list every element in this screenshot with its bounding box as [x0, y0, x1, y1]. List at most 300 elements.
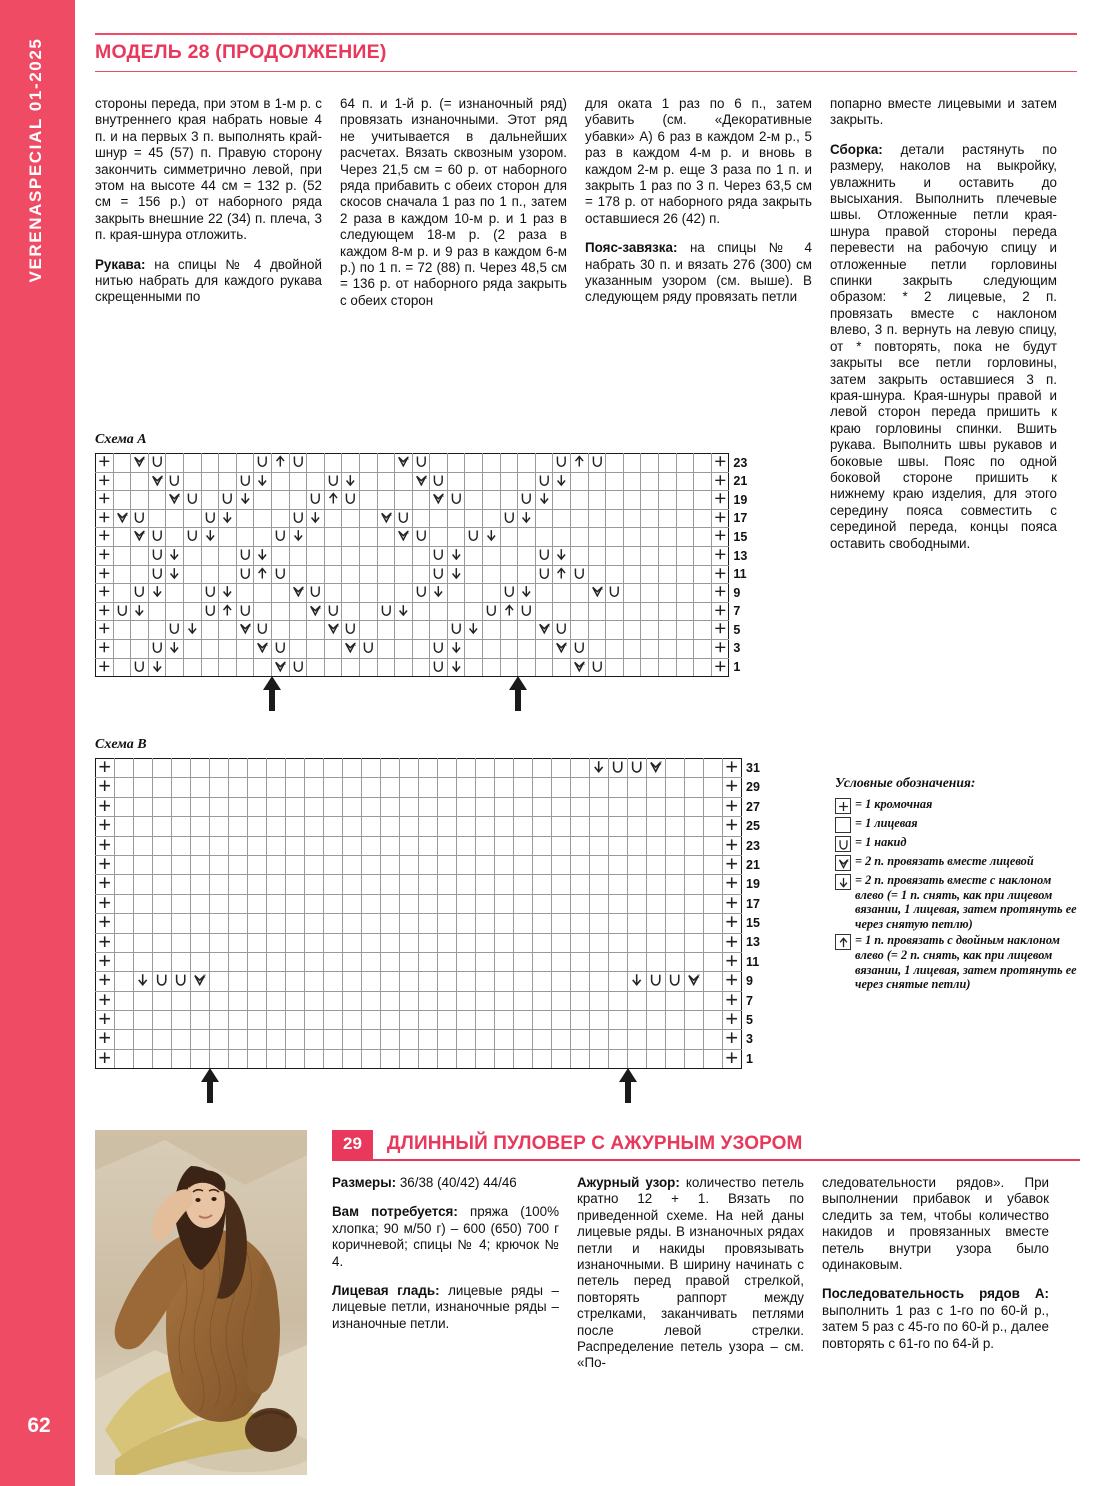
chart-cell-yo — [172, 972, 191, 991]
chart-cell — [286, 1011, 305, 1030]
paragraph: для оката 1 раз по 6 п., затем убавить (см. «Декоративные убавки» А) 6 раз в каждом 2-м р., 5 раз в каждом 4-м р. и вновь в каждом 2-м р. еще 3 раза по 1 п. и закрыть 1 раз по 3 п. Через 63,5 см = 178 р. от наборного ряда закрыть оставшиеся 26 (42) п. — [585, 96, 812, 226]
chart-cell — [191, 1030, 210, 1049]
chart-cell — [229, 1049, 248, 1068]
chart-cell — [495, 952, 514, 971]
chart-cell — [166, 658, 184, 677]
chart-cell — [400, 991, 419, 1010]
chart-cell — [495, 933, 514, 952]
model-photo-illustration — [95, 1130, 307, 1475]
chart-cell — [535, 528, 553, 547]
legend-item — [835, 873, 1080, 931]
chart-cell — [289, 602, 307, 621]
chart-cell-edge — [723, 952, 742, 971]
chart-cell — [153, 1030, 172, 1049]
chart-cell — [518, 565, 536, 584]
chart-cell-yo — [483, 602, 501, 621]
schema-b — [95, 737, 835, 1107]
chart-cell — [148, 491, 166, 510]
chart-cell-edge — [96, 1011, 115, 1030]
chart-cell-yo — [535, 472, 553, 491]
chart-cell — [229, 759, 248, 778]
chart-cell — [514, 952, 533, 971]
chart-cell — [305, 797, 324, 816]
chart-row-label: 3 — [746, 1032, 753, 1047]
chart-cell — [552, 778, 571, 797]
chart-cell — [609, 855, 628, 874]
chart-cell-ssk — [447, 658, 465, 677]
chart-cell — [552, 894, 571, 913]
paragraph-lead: Вам потребуется: — [332, 1204, 458, 1220]
chart-cell — [210, 817, 229, 836]
chart-cell-ssk — [342, 472, 360, 491]
chart-cell-yo — [588, 658, 606, 677]
chart-cell — [400, 1049, 419, 1068]
chart-cell — [552, 817, 571, 836]
chart-cell — [362, 875, 381, 894]
chart-cell-yo — [131, 658, 149, 677]
schema-a-title: Схема A — [95, 432, 147, 447]
paragraph-lead: Последовательность рядов А: — [822, 1286, 1049, 1302]
chart-cell — [438, 855, 457, 874]
chart-cell-ssk — [131, 602, 149, 621]
chart-cell-edge — [96, 991, 115, 1010]
chart-row — [96, 602, 753, 621]
chart-cell — [552, 797, 571, 816]
chart-cell — [400, 914, 419, 933]
chart-cell — [694, 565, 712, 584]
chart-cell-yo — [289, 509, 307, 528]
chart-cell — [324, 952, 343, 971]
chart-cell — [685, 914, 704, 933]
chart-cell — [609, 797, 628, 816]
chart-cell — [183, 584, 201, 603]
chart-cell-yo — [571, 565, 589, 584]
chart-cell-ssk — [483, 528, 501, 547]
chart-row-label: 13 — [733, 548, 748, 563]
chart-cell — [286, 933, 305, 952]
chart-row — [96, 759, 766, 778]
chart-cell — [271, 602, 289, 621]
chart-cell — [641, 472, 659, 491]
svg-text:2: 2 — [143, 529, 146, 535]
chart-cell — [588, 621, 606, 640]
chart-row — [96, 855, 766, 874]
chart-cell — [609, 894, 628, 913]
chart-cell — [113, 658, 131, 677]
chart-cell — [191, 778, 210, 797]
chart-cell-yo — [307, 491, 325, 510]
chart-row — [96, 914, 766, 933]
chart-cell — [447, 584, 465, 603]
paragraph: Ажурный узор: количество петель кратно 12 + 1. Вязать по приведенной схеме. На ней даны лицевые ряды. В изнаночных рядах петли и накиды провязывать изнаночными. В ширину начинать с петель перед правой стрелкой, повторять раппорт между стрелками, заканчивать петлями после левой стрелки. Распределение петель узора – см. «По- — [577, 1175, 804, 1371]
legend-item — [835, 816, 1080, 833]
chart-cell — [343, 991, 362, 1010]
svg-text:2: 2 — [125, 511, 128, 517]
chart-row-label: 13 — [746, 935, 760, 950]
chart-cell — [153, 1049, 172, 1068]
chart-cell-yo — [518, 491, 536, 510]
chart-cell-yo — [289, 454, 307, 473]
chart-cell — [571, 894, 590, 913]
chart-cell — [704, 914, 723, 933]
model-29-text — [332, 1130, 1080, 1385]
chart-cell — [659, 658, 677, 677]
chart-cell — [457, 836, 476, 855]
chart-cell — [343, 875, 362, 894]
chart-cell — [685, 759, 704, 778]
chart-cell-edge — [96, 528, 114, 547]
chart-cell — [113, 565, 131, 584]
chart-cell-yo — [447, 491, 465, 510]
chart-cell — [172, 914, 191, 933]
chart-cell — [647, 1049, 666, 1068]
chart-cell — [430, 621, 448, 640]
chart-cell — [457, 991, 476, 1010]
chart-cell — [430, 528, 448, 547]
chart-cell — [286, 972, 305, 991]
chart-cell-edge — [96, 565, 114, 584]
chart-cell — [248, 836, 267, 855]
chart-cell — [476, 972, 495, 991]
chart-cell — [647, 778, 666, 797]
chart-cell — [476, 933, 495, 952]
chart-cell — [210, 778, 229, 797]
chart-cell — [704, 797, 723, 816]
chart-row — [96, 894, 766, 913]
chart-cell — [571, 991, 590, 1010]
chart-cell — [500, 639, 518, 658]
chart-cell — [590, 933, 609, 952]
chart-cell-edge — [96, 914, 115, 933]
chart-cell — [236, 528, 254, 547]
chart-cell — [412, 602, 430, 621]
chart-row — [96, 1011, 766, 1030]
chart-cell-k2tog — [571, 658, 589, 677]
chart-cell — [685, 817, 704, 836]
legend-symbol-k2tog-icon — [835, 855, 851, 871]
chart-row — [96, 546, 753, 565]
chart-cell — [500, 528, 518, 547]
chart-cell — [343, 894, 362, 913]
chart-cell — [535, 602, 553, 621]
legend-item-label: = 2 п. провязать вместе с наклоном влево (= 1 п. снять, как при лицевом вязании, 1 лицевая, затем протянуть ее через снятую петлю) — [855, 873, 1077, 931]
chart-cell — [641, 528, 659, 547]
chart-cell — [343, 836, 362, 855]
chart-cell-edge — [711, 472, 729, 491]
chart-cell — [704, 894, 723, 913]
chart-cell — [518, 454, 536, 473]
chart-cell — [412, 491, 430, 510]
chart-row-label: 3 — [733, 641, 741, 656]
chart-cell — [704, 991, 723, 1010]
chart-cell-edge — [96, 855, 115, 874]
chart-cell — [267, 952, 286, 971]
chart-cell — [609, 836, 628, 855]
chart-cell — [552, 933, 571, 952]
chart-cell — [518, 621, 536, 640]
chart-cell — [552, 875, 571, 894]
chart-cell — [131, 639, 149, 658]
chart-cell-edge — [96, 817, 115, 836]
chart-cell — [438, 914, 457, 933]
chart-cell — [236, 639, 254, 658]
chart-cell — [533, 1011, 552, 1030]
chart-cell-yo — [342, 621, 360, 640]
chart-cell — [476, 1030, 495, 1049]
chart-cell — [342, 658, 360, 677]
chart-cell-edge — [711, 602, 729, 621]
chart-cell — [483, 621, 501, 640]
chart-cell — [571, 472, 589, 491]
chart-cell — [552, 836, 571, 855]
chart-cell — [134, 1030, 153, 1049]
paragraph-lead: Рукава: — [95, 256, 146, 272]
chart-cell — [623, 546, 641, 565]
magazine-sidebar — [0, 0, 78, 1486]
chart-cell — [419, 875, 438, 894]
chart-cell — [659, 454, 677, 473]
svg-text:2: 2 — [318, 604, 322, 610]
chart-cell-k2tog — [131, 528, 149, 547]
chart-cell — [419, 759, 438, 778]
chart-cell — [362, 972, 381, 991]
chart-cell — [476, 855, 495, 874]
chart-row-label: 27 — [746, 799, 760, 814]
chart-cell — [210, 875, 229, 894]
chart-cell — [457, 855, 476, 874]
svg-text:2: 2 — [336, 622, 339, 628]
chart-cell — [324, 584, 342, 603]
chart-cell — [377, 491, 395, 510]
chart-cell — [676, 546, 694, 565]
chart-cell — [628, 855, 647, 874]
chart-cell — [552, 1049, 571, 1068]
chart-cell-yo — [131, 509, 149, 528]
chart-cell — [685, 797, 704, 816]
chart-cell — [641, 639, 659, 658]
chart-cell — [571, 875, 590, 894]
chart-cell — [590, 855, 609, 874]
chart-cell — [685, 894, 704, 913]
chart-cell — [324, 894, 343, 913]
chart-cell-edge — [723, 1030, 742, 1049]
chart-cell — [113, 528, 131, 547]
chart-cell-k2tog — [307, 602, 325, 621]
model-29-titlebar — [332, 1130, 1080, 1159]
chart-cell — [447, 509, 465, 528]
chart-cell — [676, 472, 694, 491]
chart-cell — [286, 836, 305, 855]
chart-cell — [305, 914, 324, 933]
chart-cell — [381, 952, 400, 971]
chart-cell-k2tog — [113, 509, 131, 528]
chart-cell — [606, 658, 624, 677]
chart-cell-yo — [113, 602, 131, 621]
chart-cell — [500, 546, 518, 565]
chart-cell — [305, 972, 324, 991]
chart-cell — [676, 658, 694, 677]
chart-cell — [191, 817, 210, 836]
chart-cell — [571, 797, 590, 816]
chart-row-label: 17 — [733, 511, 748, 526]
chart-cell — [553, 491, 571, 510]
chart-cell — [289, 565, 307, 584]
chart-row — [96, 817, 766, 836]
chart-cell — [115, 1011, 134, 1030]
chart-cell — [533, 855, 552, 874]
text-column-3 — [822, 1175, 1067, 1385]
chart-cell — [533, 817, 552, 836]
chart-cell — [438, 1011, 457, 1030]
chart-cell — [248, 991, 267, 1010]
chart-cell — [609, 1049, 628, 1068]
chart-cell — [229, 972, 248, 991]
chart-cell — [628, 894, 647, 913]
chart-cell — [419, 914, 438, 933]
chart-cell — [533, 991, 552, 1010]
svg-text:2: 2 — [424, 474, 427, 480]
chart-cell — [343, 952, 362, 971]
chart-cell — [377, 472, 395, 491]
chart-cell — [457, 1030, 476, 1049]
chart-cell — [286, 817, 305, 836]
chart-cell — [342, 528, 360, 547]
chart-cell — [210, 972, 229, 991]
legend-symbol-ssk-icon — [835, 874, 851, 890]
chart-cell — [694, 584, 712, 603]
chart-cell-yo — [609, 759, 628, 778]
chart-cell — [588, 565, 606, 584]
chart-cell — [153, 797, 172, 816]
chart-cell — [343, 933, 362, 952]
chart-cell — [115, 952, 134, 971]
chart-cell — [134, 797, 153, 816]
chart-cell — [229, 894, 248, 913]
chart-row-label: 1 — [733, 660, 741, 675]
chart-cell-yo — [324, 602, 342, 621]
chart-cell — [254, 584, 272, 603]
chart-cell — [377, 621, 395, 640]
chart-cell — [267, 836, 286, 855]
chart-cell — [676, 528, 694, 547]
chart-row-label: 15 — [746, 916, 760, 931]
chart-cell-edge — [96, 836, 115, 855]
chart-cell — [289, 472, 307, 491]
chart-row — [96, 1049, 766, 1068]
chart-cell — [438, 933, 457, 952]
chart-cell-edge — [723, 836, 742, 855]
chart-cell-yo — [166, 472, 184, 491]
chart-cell — [305, 894, 324, 913]
chart-cell — [457, 875, 476, 894]
chart-cell-ssk — [307, 509, 325, 528]
chart-cell — [457, 1049, 476, 1068]
chart-cell-ssk — [553, 546, 571, 565]
chart-cell — [395, 658, 413, 677]
chart-cell — [153, 894, 172, 913]
chart-cell — [694, 639, 712, 658]
chart-cell — [623, 472, 641, 491]
chart-cell-yo — [148, 546, 166, 565]
chart-cell — [229, 933, 248, 952]
chart-cell — [219, 639, 237, 658]
chart-cell-k2tog — [271, 658, 289, 677]
chart-cell — [210, 1030, 229, 1049]
chart-cell-k2tog — [395, 528, 413, 547]
chart-cell — [115, 797, 134, 816]
chart-cell — [533, 836, 552, 855]
chart-cell — [533, 914, 552, 933]
chart-cell — [115, 855, 134, 874]
legend-item — [835, 854, 1080, 871]
chart-cell — [535, 584, 553, 603]
chart-row — [96, 528, 753, 547]
chart-cell-ssk — [254, 472, 272, 491]
chart-cell — [248, 1030, 267, 1049]
chart-cell — [465, 639, 483, 658]
chart-cell — [307, 565, 325, 584]
chart-cell — [400, 797, 419, 816]
chart-cell — [483, 454, 501, 473]
chart-row-label: 23 — [746, 838, 760, 853]
chart-cell — [191, 952, 210, 971]
paragraph: Вам потребуется: пряжа (100% хлопка; 90 м/50 г) – 600 (650) 700 г коричневой; спицы № 4; крючок № 4. — [332, 1204, 559, 1269]
chart-cell — [359, 472, 377, 491]
chart-cell — [590, 952, 609, 971]
chart-cell — [483, 509, 501, 528]
chart-cell — [514, 894, 533, 913]
legend-item-label: = 1 лицевая — [855, 816, 918, 830]
chart-cell — [271, 546, 289, 565]
chart-cell — [219, 658, 237, 677]
chart-cell — [381, 836, 400, 855]
chart-cell — [134, 1049, 153, 1068]
chart-cell — [495, 972, 514, 991]
chart-cell — [483, 472, 501, 491]
chart-cell — [324, 509, 342, 528]
chart-cell — [514, 972, 533, 991]
chart-cell — [465, 658, 483, 677]
chart-cell — [676, 565, 694, 584]
chart-cell — [210, 894, 229, 913]
chart-cell — [359, 602, 377, 621]
chart-cell — [254, 491, 272, 510]
chart-cell-ssk — [236, 491, 254, 510]
chart-cell-edge — [723, 855, 742, 874]
chart-cell — [113, 584, 131, 603]
chart-cell — [153, 817, 172, 836]
chart-cell — [495, 759, 514, 778]
chart-cell — [419, 836, 438, 855]
paragraph-lead: Ажурный узор: — [577, 1175, 680, 1190]
chart-cell — [289, 546, 307, 565]
chart-cell — [342, 509, 360, 528]
chart-cell — [254, 509, 272, 528]
chart-cell — [254, 602, 272, 621]
chart-cell — [533, 778, 552, 797]
chart-cell — [571, 933, 590, 952]
legend-item — [835, 797, 1080, 814]
chart-cell — [324, 797, 343, 816]
chart-cell-yo — [201, 602, 219, 621]
chart-cell — [419, 1049, 438, 1068]
chart-cell — [457, 1011, 476, 1030]
chart-cell — [362, 914, 381, 933]
chart-cell — [647, 991, 666, 1010]
chart-cell — [377, 565, 395, 584]
chart-cell — [381, 933, 400, 952]
chart-cell — [590, 1049, 609, 1068]
